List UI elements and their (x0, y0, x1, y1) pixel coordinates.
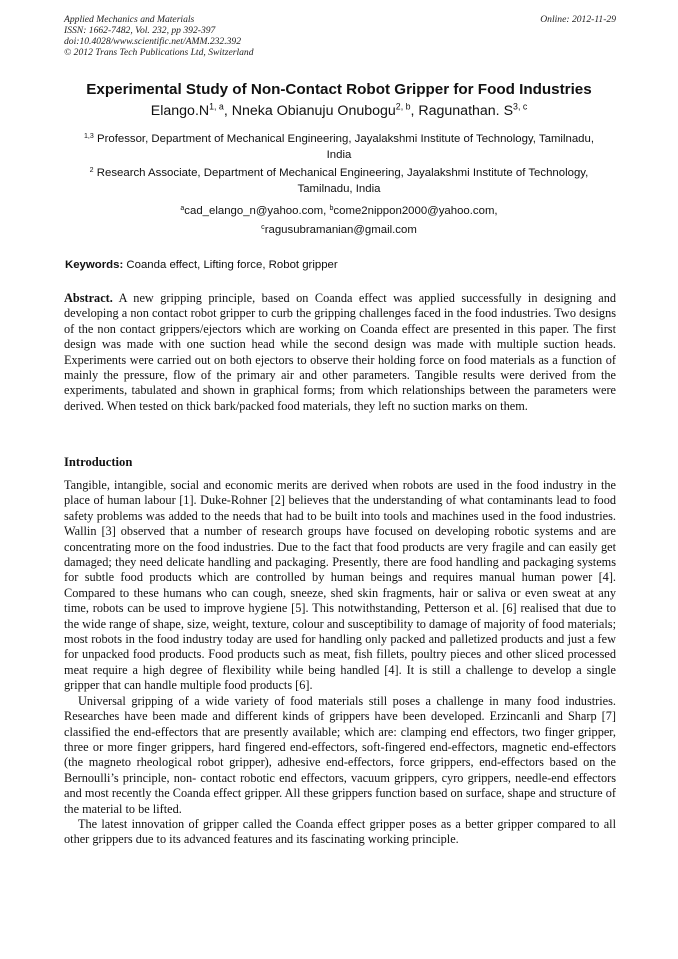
author-superscript: 1, a (209, 101, 224, 112)
paper-title: Experimental Study of Non-Contact Robot Gripper for Food Industries (86, 81, 592, 98)
author-name: Elango.N (150, 103, 210, 119)
email-superscript: a (180, 204, 185, 212)
affiliation (80, 165, 598, 197)
online-date: Online: 2012-11-29 (540, 14, 616, 25)
affiliation-text: Research Associate, Department of Mechanical Engineering, Jayalakshmi Institute of Technology, Tamilnadu, India (96, 167, 589, 195)
issn-line: ISSN: 1662-7482, Vol. 232, pp 392-397 (64, 25, 216, 36)
keywords-line (65, 259, 616, 271)
affiliation-text: Professor, Department of Mechanical Engineering, Jayalakshmi Institute of Technology, Tamilnadu, India (96, 133, 594, 161)
author-name: Nneka Obianuju Onubogu (231, 103, 396, 119)
keywords-text: Coanda effect, Lifting force, Robot gripper (126, 259, 338, 271)
author-list: $Elango.N^{1, a}$, Nneka Obianuju Onubogu$^{2, b}$, Ragunathan. S$^{3, c}$ (150, 101, 528, 119)
abstract-text: A new gripping principle, based on Coanda effect was applied successfully in designing and developing a non contact robot gripper to curb the gripping challenges faced in the food industries. Two designs of the non contact grippers/ejectors which are working on Coanda effect are presented in this paper. The first design was made with one suction head while the second design was made with multiple suction heads. Experiments were carried out on both ejectors to observe their holding force on food materials as a function of mainly the pressure, flow of the primary air and other parameters. Tangible results were derived from the experiments, tabulated and shown in graphical forms; from which relationships between the parameters were derived. When tested on thick bark/packed food materials, they left no suction marks on them. (64, 291, 616, 413)
doi-line: doi:10.4028/www.scientific.net/AMM.232.392 (64, 36, 242, 47)
abstract-paragraph (64, 291, 616, 414)
journal-name: Applied Mechanics and Materials (64, 14, 195, 25)
email-address[interactable]: ragusubramanian@gmail.com (264, 224, 417, 236)
copyright-line: © 2012 Trans Tech Publications Ltd, Switzerland (64, 47, 254, 58)
author-name: Ragunathan. S (418, 103, 514, 119)
keywords-label: Keywords: (65, 259, 124, 271)
author-superscript: 2, b (395, 101, 411, 112)
author-superscript: 3, c (513, 101, 528, 112)
email-superscript: b (329, 204, 334, 212)
affiliation-superscript: 1,3 (84, 132, 94, 140)
email-address[interactable]: come2nippon2000@yahoo.com, (333, 205, 498, 217)
abstract-label: Abstract. (64, 291, 113, 305)
affiliation (80, 131, 598, 163)
body-paragraph: The latest innovation of gripper called the Coanda effect gripper poses as a better gripper compared to all other grippers due to its advanced features and its fascinating working principle. (64, 816, 616, 847)
section-heading: Introduction (64, 455, 133, 469)
email-block (80, 202, 598, 240)
affiliation-superscript: 2 (89, 166, 94, 174)
body-paragraph: Universal gripping of a wide variety of food materials still poses a challenge in many food industries. Researches have been made and different kinds of grippers have been developed. Erzincanli and Sharp [7] classified the end-effectors that are presently available; which are: clamping end effectors, two finger gripper, three or more finger grippers, hard fingered end-effectors, soft-fingered end-effectors, magnetic end-effectors (the magneto rheological robot gripper), adhesive end-effectors, force grippers, end-effectors based on the Bernoulli’s principle, non- contact robotic end effectors, vacuum grippers, cyro grippers, needle-end effectors and most recently the Coanda effect gripper. All these grippers function based on surface, shape and structure of the material to be lifted. (64, 693, 616, 816)
body-paragraph: Tangible, intangible, social and economic merits are derived when robots are used in the food industry in the place of human labour [1]. Duke-Rohner [2] believes that the understanding of what contaminants lead to food safety problems was added to the needs that had to be built into tools and machines used in the food industries. Wallin [3] observed that a number of research groups have focused on developing robotic systems and are concentrating more on the food industries. Due to the fact that food products are very fragile and can easily get damaged; they need delicate handling and packaging. Presently, there are food handling and packaging systems for subtle food products which are controlled by human beings and requires manual human power [4]. Compared to these humans who can cough, sneeze, shed skin fragments, hair or saliva or even sweat at any time, robots can be used to improve hygiene [5]. This notwithstanding, Petterson et al. [6] realised that due to the wide range of shape, size, weight, texture, colour and susceptibility to damage of majority of food materials; most robots in the food industry today are used for handling only packed and palletized products and just a few for unpacked food products. Food products such as meat, fish fillets, poultry pieces and other sliced processed meat require a high degree of flexibility while being handled [4]. It is still a challenge to develop a single gripper that can handle multiple food products [6]. (64, 478, 616, 693)
journal-header (64, 14, 616, 58)
email-address[interactable]: cad_elango_n@yahoo.com, (184, 205, 327, 217)
email-superscript: c (261, 223, 265, 231)
introduction-body (64, 478, 616, 848)
